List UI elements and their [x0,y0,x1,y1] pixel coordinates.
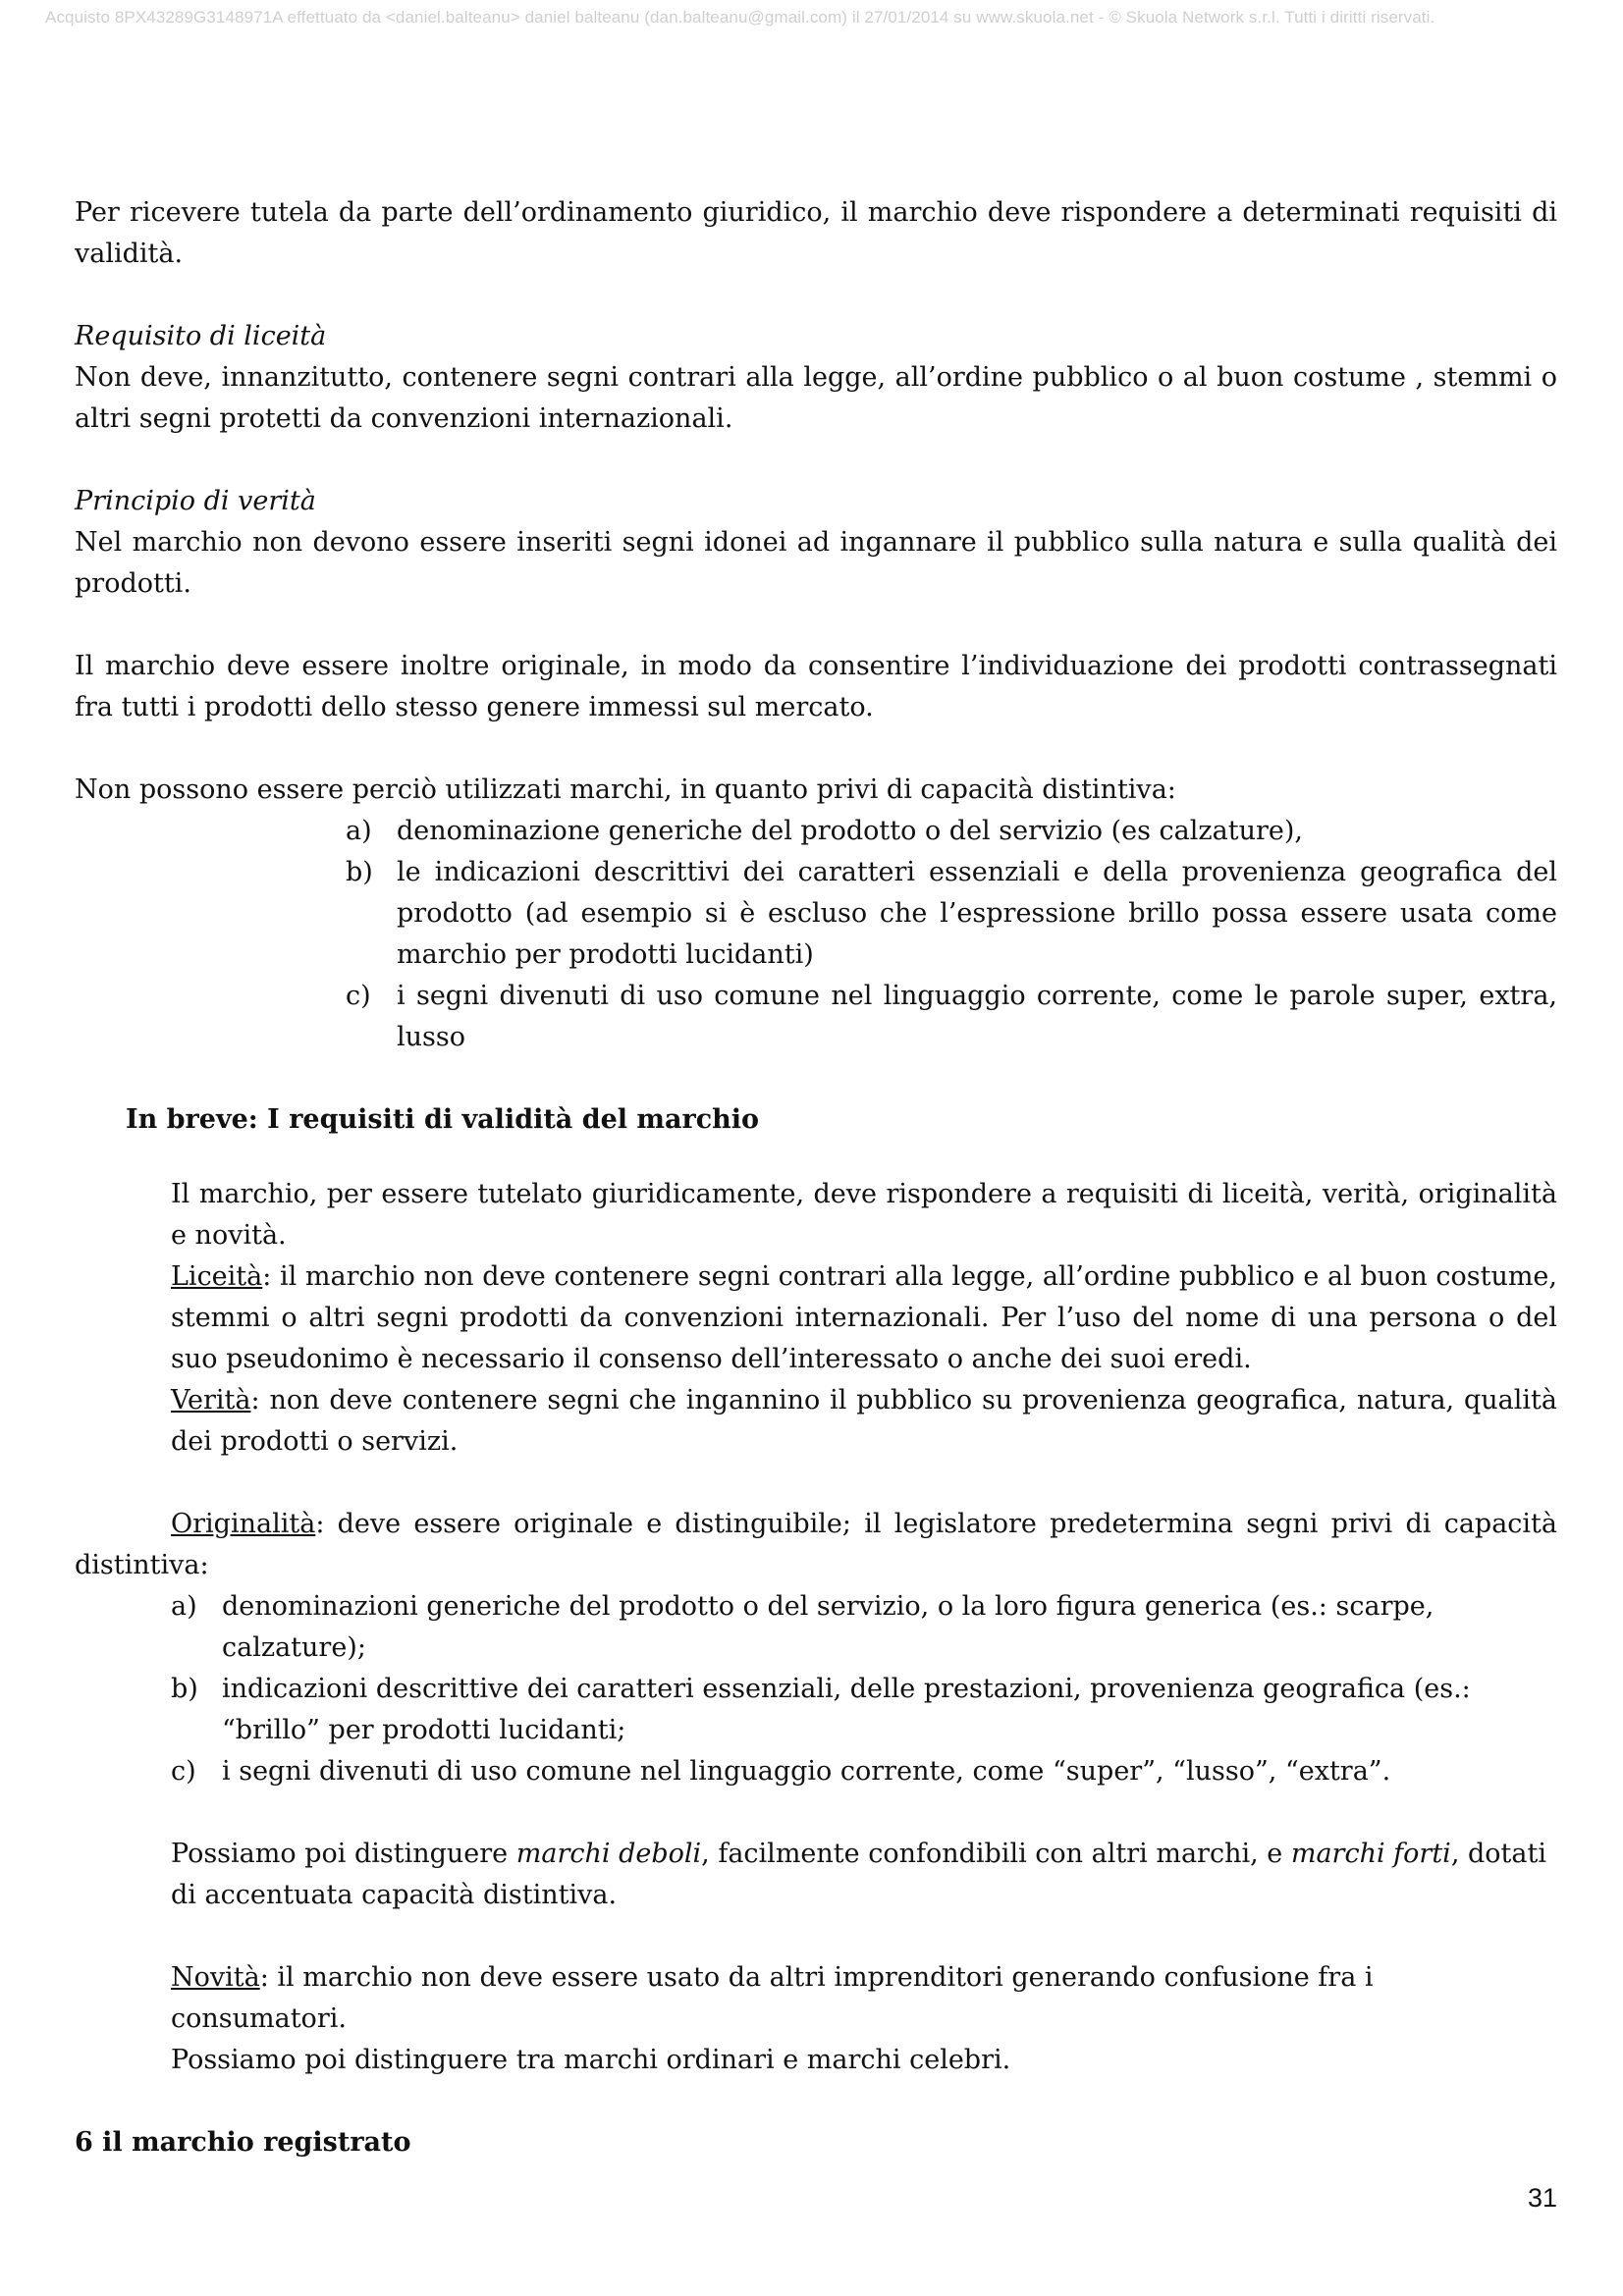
verita-summary [171,1380,1557,1463]
marchi-forti-term: marchi forti [1290,1839,1451,1869]
list-item-label: b) [346,857,373,887]
deboli-forti-paragraph [171,1834,1557,1916]
deboli-mid: , facilmente confondibili con altri marchi, e [701,1839,1291,1869]
list-item [171,1669,1557,1751]
list-item [346,852,1557,976]
list-item-text: denominazioni generiche del prodotto o del servizio, o la loro figura generica (es.: scarpe, calzature); [222,1591,1434,1663]
list-item [171,1586,1557,1669]
list-item-text: i segni divenuti di uso comune nel linguaggio corrente, come “super”, “lusso”, “extra”. [222,1756,1391,1787]
non-possono-paragraph: Non possono essere perciò utilizzati marchi, in quanto privi di capacità distintiva: [75,774,1176,805]
list-item-text: le indicazioni descrittivi dei caratteri essenziali e della provenienza geografica del prodotto (ad esempio si è escluso che l’espressione brillo possa essere usata come marchio per prodotti lucidanti) [397,857,1557,970]
intro-paragraph: Per ricevere tutela da parte dell’ordinamento giuridico, il marchio deve rispondere a determinati requisiti di validità. [75,197,1557,269]
originalita-list [171,1586,1557,1792]
originalita-label: Originalità [171,1509,316,1539]
novita-block [171,1957,1557,2081]
list-item-label: c) [346,981,371,1011]
list-item-label: b) [171,1674,198,1704]
novita-summary-text: : il marchio non deve essere usato da altri imprenditori generando confusione fra i consumatori. [171,1962,1374,2034]
verita-label: Verità [171,1385,251,1415]
ordinari-paragraph: Possiamo poi distinguere tra marchi ordinari e marchi celebri. [171,2045,1011,2075]
verita-title: Principio di verità [75,486,316,516]
novita-label: Novità [171,1962,260,1993]
originalita-summary-text: : deve essere originale e distinguibile; il legislatore predetermina segni privi di capacità distintiva: [75,1509,1557,1580]
distinctive-list [346,811,1557,1058]
list-item-text: i segni divenuti di uso comune nel linguaggio corrente, come le parole super, extra, lusso [397,981,1557,1052]
liceita-summary [171,1256,1557,1380]
page-number: 31 [1528,2183,1558,2213]
in-breve-heading: In breve: I requisiti di validità del marchio [126,1104,760,1135]
watermark: Acquisto 8PX43289G3148971A effettuato da <daniel.balteanu> daniel balteanu (dan.balteanu@gmail.com) il 27/01/2014 su www.skuola.net - © Skuola Network s.r.l. Tutti i diritti riservati. [45,8,1435,27]
deboli-pre: Possiamo poi distinguere [171,1839,516,1869]
list-item-label: a) [171,1591,197,1622]
list-item-text: indicazioni descrittive dei caratteri essenziali, delle prestazioni, provenienza geografica (es.: “brillo” per prodotti lucidanti; [222,1674,1471,1745]
in-breve-intro: Il marchio, per essere tutelato giuridicamente, deve rispondere a requisiti di liceità, verità, originalità e novità. [171,1179,1557,1251]
document-body [75,192,1557,2163]
marchi-deboli-term: marchi deboli [515,1839,702,1869]
liceita-title: Requisito di liceità [75,321,327,351]
originale-paragraph: Il marchio deve essere inoltre originale, in modo da consentire l’individuazione dei prodotti contrassegnati fra tutti i prodotti dello stesso genere immessi sul mercato. [75,651,1557,722]
list-item-label: a) [346,816,372,846]
list-item-text: denominazione generiche del prodotto o del servizio (es calzature), [397,816,1303,846]
list-item [346,976,1557,1058]
originalita-summary [75,1504,1557,1586]
list-item-label: c) [171,1756,196,1787]
in-breve-section [171,1174,1557,1463]
liceita-summary-text: : il marchio non deve contenere segni contrari alla legge, all’ordine pubblico e al buon costume, stemmi o altri segni prodotti da convenzioni internazionali. Per l’uso del nome di una persona o del suo pseudonimo è necessario il consenso dell’interessato o anche dei suoi eredi. [171,1261,1557,1374]
liceita-label: Liceità [171,1261,263,1292]
verita-summary-text: : non deve contenere segni che ingannino il pubblico su provenienza geografica, natura, qualità dei prodotti o servizi. [171,1385,1557,1457]
list-item [346,811,1557,852]
verita-paragraph: Nel marchio non devono essere inseriti segni idonei ad ingannare il pubblico sulla natura e sulla qualità dei prodotti. [75,527,1557,599]
liceita-paragraph: Non deve, innanzitutto, contenere segni contrari alla legge, all’ordine pubblico o al buon costume , stemmi o altri segni protetti da convenzioni internazionali. [75,362,1557,434]
list-item [171,1751,1557,1792]
novita-summary [171,1957,1557,2040]
forti-post: , dotati di accentuata capacità distintiva. [171,1839,1546,1910]
deboli-forti-block [171,1834,1557,1916]
section-6-heading: 6 il marchio registrato [75,2127,411,2158]
